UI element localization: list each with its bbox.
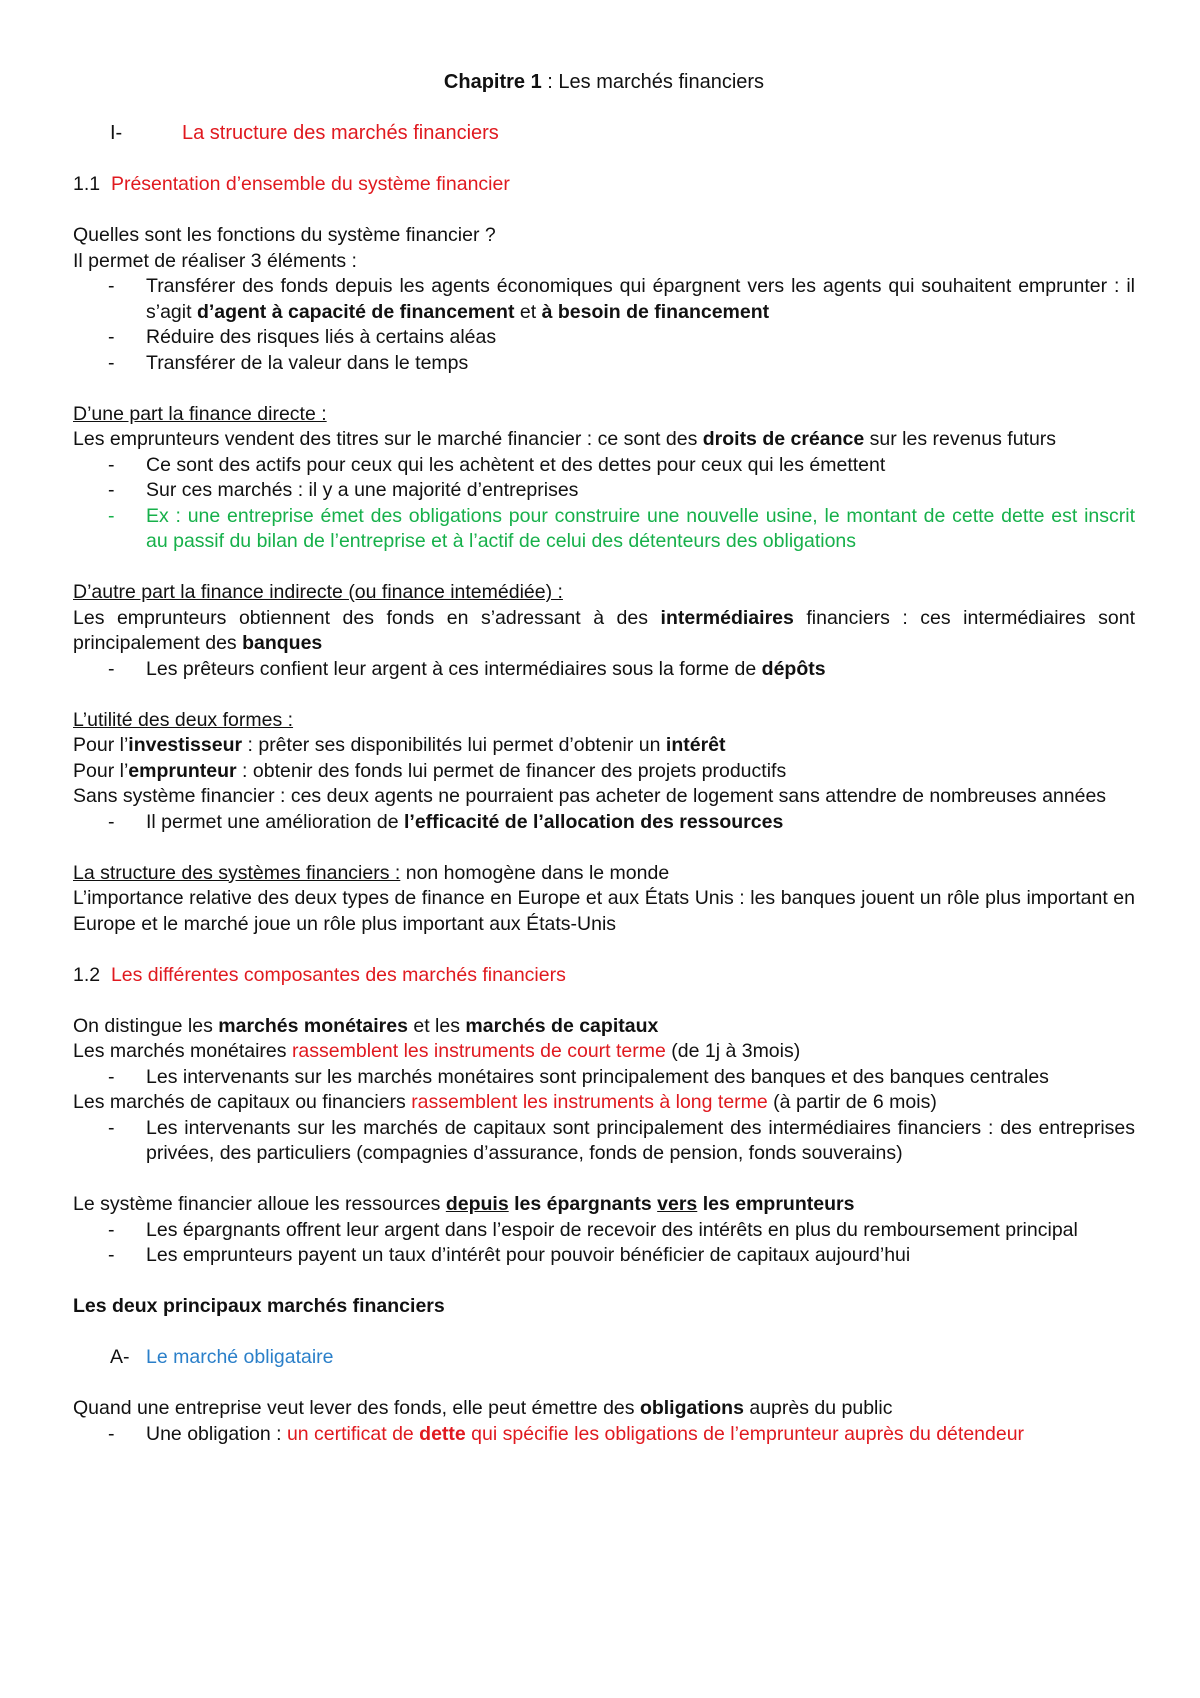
text-run: sur les revenus futurs [864,428,1057,450]
text-run: Les emprunteurs vendent des titres sur le marché financier : ce sont des [73,428,703,450]
bold-term: emprunteur [128,759,237,782]
text-run: (de 1j à 3mois) [665,1040,801,1062]
list-item [73,1422,1135,1448]
list-item [73,1243,1135,1269]
text-run: Quand une entreprise veut lever des fonds, elle peut émettre des [73,1397,640,1419]
text-run: financiers : ces intermédiaires sont principalement des [73,606,1135,654]
bold-term: d’agent à capacité de financement [196,300,515,323]
subsection-letter: A- [110,1346,130,1368]
text-run: Ex : une entreprise émet des obligations pour construire une nouvelle usine, le montant de cette dette est inscrit au passif du bilan de l’entreprise et à l’actif de celui des détenteurs des obligations [146,504,1135,552]
bold-term: les emprunteurs [697,1193,855,1215]
text-run: : prêter ses disponibilités lui permet d’obtenir un [242,734,666,756]
paragraph-heading: D’autre part la finance indirecte (ou finance intemédiée) : [73,581,563,603]
text-run: Les emprunteurs payent un taux d’intérêt pour pouvoir bénéficier de capitaux aujourd’hui [146,1244,911,1266]
text-run: Il permet une amélioration de [146,810,404,833]
bullet-dash: - [108,657,115,680]
list-item [73,274,1135,325]
text-run: Transférer des fonds depuis les agents économiques qui épargnent vers les agents qui souhaitent emprunter : il s’agit [146,275,1135,323]
section-heading-1 [73,121,1135,147]
chapter-title-rest: : Les marchés financiers [541,71,765,93]
bold-term: les épargnants [508,1193,658,1215]
bold-term: l’efficacité de l’allocation des ressources [403,810,784,833]
text-run: et [514,300,542,323]
text-run: Le système financier alloue les ressources [73,1193,446,1215]
subsection-label: Présentation d’ensemble du système financier [110,173,510,195]
text-run: auprès du public [743,1397,893,1419]
subsection-number: 1.1 [73,173,101,195]
paragraph-heading: La structure des systèmes financiers : [73,861,401,884]
text-run: Les épargnants offrent leur argent dans l’espoir de recevoir des intérêts en plus du remboursement principal [146,1218,1078,1241]
bold-underlined-term: vers [657,1193,698,1215]
bold-term: dépôts [761,657,826,680]
paragraph: L’importance relative des deux types de finance en Europe et aux États Unis : les banques jouent un rôle plus important en Europe et le marché joue un rôle plus important aux États-Unis [73,887,1135,935]
text-run: Pour l’ [73,734,129,756]
text-run: Ce sont des actifs pour ceux qui les achètent et des dettes pour ceux qui les émettent [146,453,886,476]
text-run: Pour l’ [73,759,129,782]
list-item [73,657,1135,683]
paragraph [73,427,1135,453]
paragraph-line [73,1039,1135,1065]
bullet-dash: - [108,504,115,527]
bold-highlight-term: dette [419,1422,466,1445]
text-run: Une obligation : [146,1422,287,1445]
list-item [73,1065,1135,1091]
paragraph-line: Sans système financier : ces deux agents ne pourraient pas acheter de logement sans attendre de nombreuses années [73,785,1107,807]
bullet-dash: - [108,1065,115,1088]
chapter-title [73,70,1135,96]
list-item [73,351,1135,377]
bullet-dash: - [108,1244,115,1266]
text-run: Les marchés monétaires [73,1040,292,1062]
text-run: Les marchés de capitaux ou financiers [73,1091,412,1113]
list-item [73,325,1135,351]
text-run: Les emprunteurs obtiennent des fonds en s’adressant à des [73,606,661,629]
bullet-dash: - [108,810,115,833]
paragraph-line [73,759,1135,785]
bold-term: à besoin de financement [541,300,770,323]
text-run: Sur ces marchés : il y a une majorité d’entreprises [146,479,579,501]
chapter-title-bold: Chapitre 1 [443,71,542,93]
list-item [73,810,1135,836]
text-run: Les prêteurs confient leur argent à ces intermédiaires sous la forme de [146,657,762,680]
paragraph-line [73,733,1135,759]
bold-term: marchés de capitaux [465,1014,659,1037]
paragraph-line [73,1014,1135,1040]
paragraph-heading: L’utilité des deux formes : [73,708,294,731]
text-run: et les [407,1014,466,1037]
text-run: Les intervenants sur les marchés monétaires sont principalement des banques et des banques centrales [146,1065,1049,1088]
list-item-example [73,504,1135,555]
subsection-label: Les différentes composantes des marchés financiers [110,963,566,986]
section-number: I- [110,122,123,144]
subsection-label: Le marché obligataire [146,1346,334,1368]
bold-term: marchés monétaires [218,1014,408,1037]
highlight-text: qui spécifie les obligations de l’emprunteur auprès du détendeur [465,1422,1025,1445]
subsection-heading-1-1 [73,172,1135,198]
bullet-dash: - [108,1116,115,1139]
bold-term: intérêt [665,734,726,756]
list-item [73,478,1135,504]
bullet-dash: - [108,275,115,297]
highlight-text: rassemblent les instruments de court terme [291,1040,666,1062]
section-label: La structure des marchés financiers [182,122,499,144]
paragraph-heading: D’une part la finance directe : [73,402,327,425]
bold-term: investisseur [128,734,243,756]
text-run: Transférer de la valeur dans le temps [146,351,469,374]
bold-term: banques [242,632,323,654]
bullet-dash: - [108,453,115,476]
text-run: Les intervenants sur les marchés de capitaux sont principalement des intermédiaires financiers : des entreprises privées, des particuliers (compagnies d’assurance, fonds de pension, fonds souverains) [146,1116,1135,1164]
subsection-heading-1-2 [73,963,1135,989]
highlight-text: un certificat de [286,1422,420,1445]
bold-heading: Les deux principaux marchés financiers [73,1295,445,1317]
bold-term: intermédiaires [660,606,794,629]
list-item [73,1116,1135,1167]
paragraph [73,606,1135,657]
bullet-dash: - [108,351,115,374]
bullet-dash: - [108,326,115,348]
subsection-heading-a [73,1345,1135,1371]
text-run: : obtenir des fonds lui permet de financer des projets productifs [236,759,787,782]
bold-underlined-term: depuis [445,1193,509,1215]
bullet-dash: - [108,1218,115,1241]
paragraph-line [73,861,1135,887]
bold-term: droits de créance [702,428,865,450]
text-run: Réduire des risques liés à certains aléas [146,326,497,348]
text-run: non homogène dans le monde [400,861,670,884]
paragraph-line [73,1192,1135,1218]
subsection-number: 1.2 [73,963,101,986]
paragraph-line [73,1396,1135,1422]
intro-line: Il permet de réaliser 3 éléments : [73,249,357,272]
list-item [73,1218,1135,1244]
text-run: (à partir de 6 mois) [767,1091,937,1113]
bold-term: obligations [639,1397,744,1419]
text-run: On distingue les [73,1014,219,1037]
highlight-text: rassemblent les instruments à long terme [411,1091,768,1113]
question-line: Quelles sont les fonctions du système financier ? [73,224,496,246]
document-page [73,70,1135,1447]
bullet-dash: - [108,479,115,501]
paragraph-line [73,1090,1135,1116]
list-item [73,453,1135,479]
bullet-dash: - [108,1422,115,1445]
